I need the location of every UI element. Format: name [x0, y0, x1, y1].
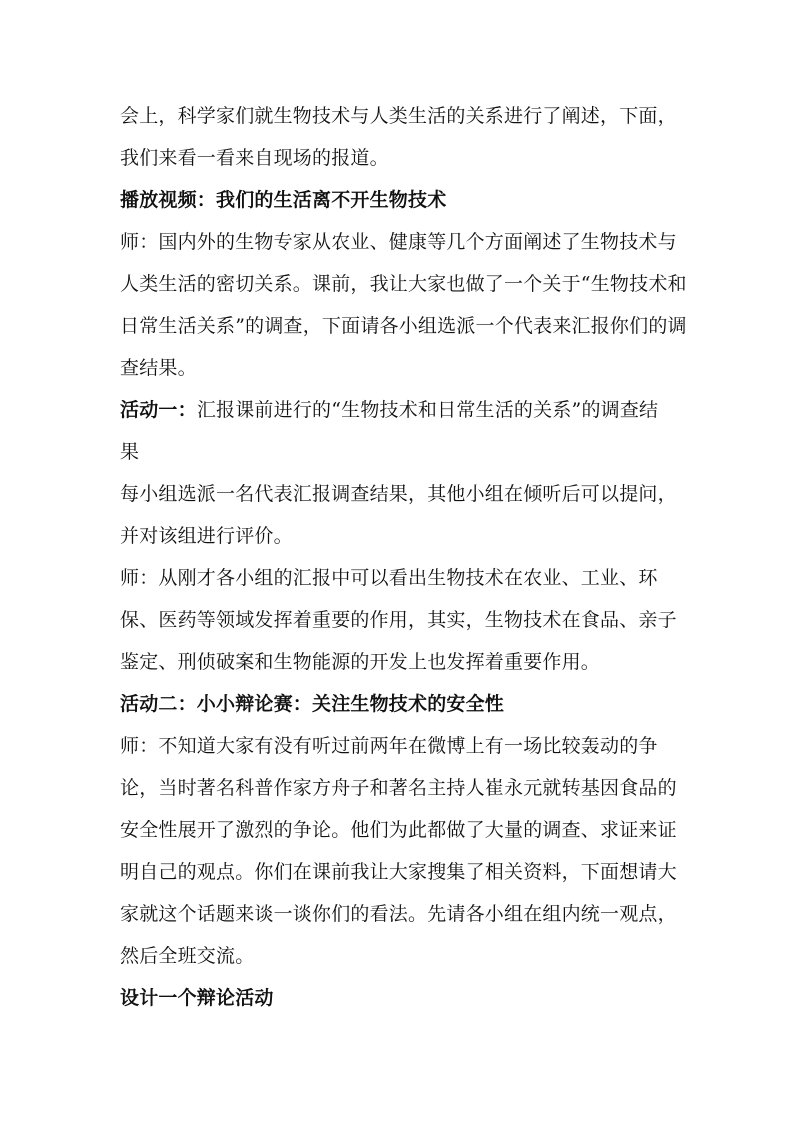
- activity-1-text: 汇报课前进行的“生物技术和日常生活的关系”的调查结: [196, 399, 659, 421]
- paragraph-line: 并对该组进行评价。: [120, 525, 293, 547]
- paragraph-line: 我们来看一看来自现场的报道。: [120, 147, 389, 169]
- paragraph-line: 安全性展开了激烈的争论。他们为此都做了大量的调查、求证来证: [120, 819, 677, 841]
- section-heading-video: 播放视频：我们的生活离不开生物技术: [120, 189, 447, 211]
- section-heading-activity-2: 活动二：小小辩论赛：关注生物技术的安全性: [120, 693, 505, 715]
- paragraph-line: 师：不知道大家有没有听过前两年在微博上有一场比较轰动的争: [120, 735, 658, 757]
- paragraph-line: 每小组选派一名代表汇报调查结果，其他小组在倾听后可以提问，: [120, 483, 677, 505]
- paragraph-line: 人类生活的密切关系。课前，我让大家也做了一个关于“生物技术和: [120, 273, 687, 295]
- paragraph-line: 果: [120, 441, 140, 463]
- paragraph-line: 鉴定、刑侦破案和生物能源的开发上也发挥着重要作用。: [120, 651, 601, 673]
- paragraph-line: 日常生活关系”的调查，下面请各小组选派一个代表来汇报你们的调: [120, 315, 687, 337]
- paragraph-line: 师：国内外的生物专家从农业、健康等几个方面阐述了生物技术与: [120, 231, 677, 253]
- paragraph-line: 查结果。: [120, 357, 197, 379]
- paragraph-line: 然后全班交流。: [120, 945, 255, 967]
- section-heading-debate: 设计一个辩论活动: [120, 987, 274, 1009]
- section-heading-activity-1: [120, 397, 680, 423]
- paragraph-line: 论，当时著名科普作家方舟子和著名主持人崔永元就转基因食品的: [120, 777, 677, 799]
- paragraph-line: 家就这个话题来谈一谈你们的看法。先请各小组在组内统一观点，: [120, 903, 677, 925]
- paragraph-line: 师：从刚才各小组的汇报中可以看出生物技术在农业、工业、环: [120, 567, 658, 589]
- paragraph-line: 会上，科学家们就生物技术与人类生活的关系进行了阐述，下面，: [120, 105, 677, 127]
- paragraph-line: 明自己的观点。你们在课前我让大家搜集了相关资料，下面想请大: [120, 861, 677, 883]
- paragraph-line: 保、医药等领域发挥着重要的作用，其实，生物技术在食品、亲子: [120, 609, 677, 631]
- activity-1-label: 活动一：: [120, 399, 197, 421]
